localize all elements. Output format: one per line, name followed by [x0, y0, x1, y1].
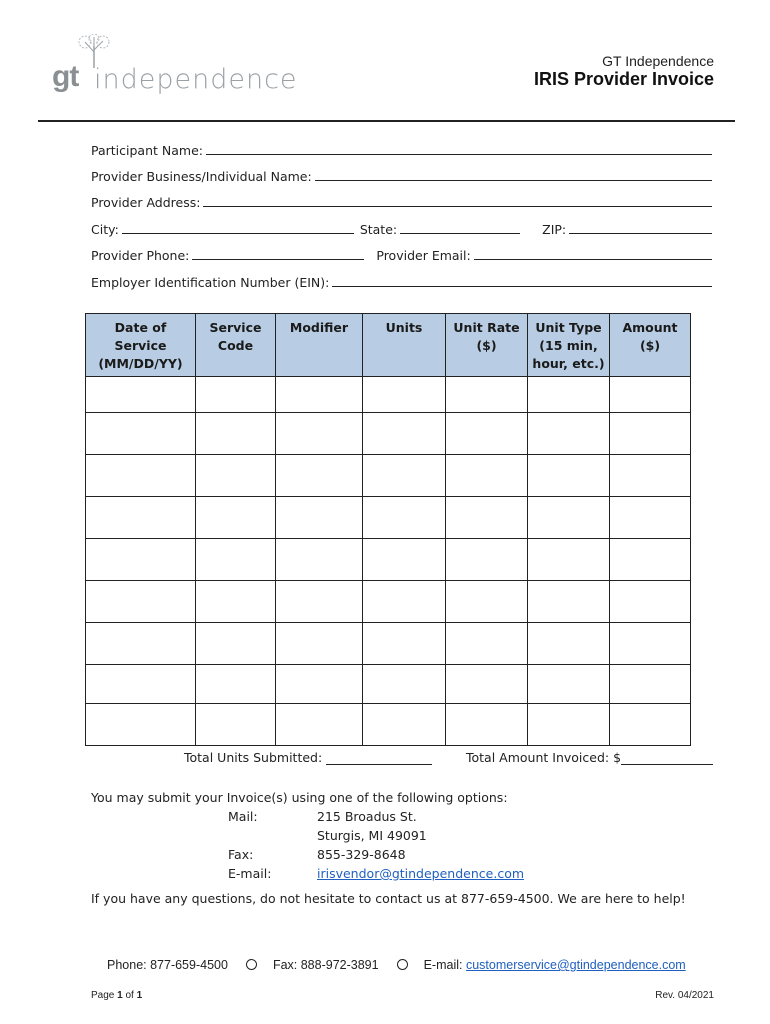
mail-address-line1: 215 Broadus St. [317, 809, 417, 824]
questions-note: If you have any questions, do not hesitate to contact us at 877-659-4500. We are here to help! [91, 891, 686, 906]
table-cell[interactable] [528, 413, 610, 455]
table-cell[interactable] [276, 539, 363, 581]
tree-icon [74, 34, 114, 68]
table-cell[interactable] [276, 623, 363, 665]
city-label: City: [91, 222, 119, 237]
table-cell[interactable] [86, 665, 196, 704]
table-cell[interactable] [610, 413, 691, 455]
table-cell[interactable] [446, 581, 528, 623]
total-units-input[interactable] [326, 750, 432, 765]
table-cell[interactable] [610, 665, 691, 704]
table-cell[interactable] [528, 623, 610, 665]
table-row [86, 704, 691, 746]
provider-email-input[interactable] [474, 245, 712, 260]
table-row [86, 377, 691, 413]
table-cell[interactable] [363, 413, 446, 455]
table-cell[interactable] [610, 539, 691, 581]
table-row [86, 497, 691, 539]
table-cell[interactable] [86, 413, 196, 455]
submit-intro: You may submit your Invoice(s) using one of the following options: [91, 790, 508, 805]
phone-email-row [91, 243, 712, 263]
footer-contact [107, 958, 686, 972]
circle-separator-icon [397, 959, 408, 970]
page-prefix: Page [91, 990, 115, 1001]
table-cell[interactable] [446, 665, 528, 704]
table-cell[interactable] [610, 377, 691, 413]
page-total: 1 [136, 990, 143, 1001]
table-cell[interactable] [528, 455, 610, 497]
table-cell[interactable] [446, 497, 528, 539]
circle-separator-icon [246, 959, 257, 970]
table-cell[interactable] [610, 704, 691, 746]
ein-input[interactable] [332, 272, 712, 287]
table-row [86, 455, 691, 497]
column-header-modifier: Modifier [276, 314, 363, 377]
table-cell[interactable] [196, 665, 276, 704]
ein-label: Employer Identification Number (EIN): [91, 275, 330, 290]
table-cell[interactable] [363, 377, 446, 413]
page-of: of [125, 990, 134, 1001]
table-cell[interactable] [528, 497, 610, 539]
page-number [91, 990, 142, 1001]
table-cell[interactable] [196, 581, 276, 623]
table-cell[interactable] [363, 455, 446, 497]
logo-gt: gt [52, 60, 79, 93]
table-cell[interactable] [528, 704, 610, 746]
zip-input[interactable] [569, 219, 712, 234]
table-cell[interactable] [610, 581, 691, 623]
table-cell[interactable] [196, 497, 276, 539]
table-row [86, 665, 691, 704]
table-row [86, 413, 691, 455]
vendor-email-link[interactable]: irisvendor@gtindependence.com [317, 866, 525, 881]
total-units-field [184, 750, 432, 765]
column-header-amount: Amount ($) [610, 314, 691, 377]
table-cell[interactable] [196, 455, 276, 497]
table-cell[interactable] [86, 704, 196, 746]
organization-name: GT Independence [602, 53, 714, 69]
total-amount-label: Total Amount Invoiced: $ [466, 750, 622, 765]
fax-label: Fax: [228, 847, 254, 862]
table-cell[interactable] [196, 623, 276, 665]
table-cell[interactable] [528, 377, 610, 413]
table-row [86, 539, 691, 581]
table-cell[interactable] [276, 497, 363, 539]
table-cell[interactable] [446, 704, 528, 746]
city-input[interactable] [122, 219, 354, 234]
footer-email-label: E-mail: [423, 958, 463, 972]
table-cell[interactable] [276, 704, 363, 746]
table-cell[interactable] [610, 497, 691, 539]
revision-date: Rev. 04/2021 [655, 990, 714, 1001]
footer-phone: Phone: 877-659-4500 [107, 958, 228, 972]
provider-address-input[interactable] [203, 192, 712, 207]
email-label: E-mail: [228, 866, 272, 881]
total-amount-input[interactable] [621, 750, 713, 765]
table-cell[interactable] [446, 413, 528, 455]
table-cell[interactable] [276, 413, 363, 455]
table-cell[interactable] [446, 539, 528, 581]
table-cell[interactable] [196, 704, 276, 746]
state-input[interactable] [400, 219, 520, 234]
table-cell[interactable] [528, 665, 610, 704]
provider-business-input[interactable] [315, 166, 712, 181]
table-cell[interactable] [86, 377, 196, 413]
total-units-label: Total Units Submitted: [184, 750, 323, 765]
invoice-table [85, 313, 691, 746]
participant-name-label: Participant Name: [91, 143, 203, 158]
table-cell[interactable] [276, 665, 363, 704]
table-cell[interactable] [196, 539, 276, 581]
provider-phone-input[interactable] [192, 245, 364, 260]
table-cell[interactable] [610, 623, 691, 665]
logo-wordmark: independence [94, 64, 298, 95]
table-cell[interactable] [446, 623, 528, 665]
provider-address-label: Provider Address: [91, 195, 201, 210]
ein-field [91, 270, 712, 290]
table-cell[interactable] [363, 581, 446, 623]
mail-label: Mail: [228, 809, 258, 824]
table-cell[interactable] [610, 455, 691, 497]
provider-email-label: Provider Email: [376, 248, 471, 263]
page-current: 1 [117, 990, 123, 1001]
table-cell[interactable] [86, 539, 196, 581]
footer-email-link[interactable]: customerservice@gtindependence.com [465, 958, 686, 972]
table-cell[interactable] [528, 581, 610, 623]
table-header-row [86, 314, 691, 377]
table-cell[interactable] [446, 377, 528, 413]
table-cell[interactable] [86, 455, 196, 497]
table-cell[interactable] [363, 704, 446, 746]
column-header-date-of-service: Date of Service (MM/DD/YY) [86, 314, 196, 377]
table-row [86, 623, 691, 665]
provider-business-field [91, 164, 712, 184]
table-cell[interactable] [196, 377, 276, 413]
column-header-unit-rate: Unit Rate ($) [446, 314, 528, 377]
gt-independence-logo [52, 34, 298, 104]
table-cell[interactable] [363, 497, 446, 539]
column-header-unit-type: Unit Type (15 min, hour, etc.) [528, 314, 610, 377]
table-cell[interactable] [86, 581, 196, 623]
fax-number: 855-329-8648 [317, 847, 406, 862]
table-cell[interactable] [363, 665, 446, 704]
provider-phone-label: Provider Phone: [91, 248, 190, 263]
mail-address-line2: Sturgis, MI 49091 [317, 828, 427, 843]
table-cell[interactable] [528, 539, 610, 581]
table-cell[interactable] [86, 623, 196, 665]
table-cell[interactable] [276, 581, 363, 623]
table-row [86, 581, 691, 623]
header-divider [38, 120, 735, 122]
table-cell[interactable] [363, 623, 446, 665]
column-header-service-code: Service Code [196, 314, 276, 377]
table-cell[interactable] [363, 539, 446, 581]
footer-fax: Fax: 888-972-3891 [272, 958, 379, 972]
city-state-zip-row [91, 217, 712, 237]
provider-address-field [91, 190, 712, 210]
table-cell[interactable] [276, 377, 363, 413]
table-cell[interactable] [86, 497, 196, 539]
table-cell[interactable] [276, 455, 363, 497]
total-amount-field [466, 750, 713, 765]
participant-name-field [91, 138, 712, 158]
table-cell[interactable] [196, 413, 276, 455]
table-cell[interactable] [446, 455, 528, 497]
zip-label: ZIP: [542, 222, 567, 237]
participant-name-input[interactable] [206, 140, 712, 155]
state-label: State: [359, 222, 398, 237]
provider-business-label: Provider Business/Individual Name: [91, 169, 312, 184]
column-header-units: Units [363, 314, 446, 377]
page-title: IRIS Provider Invoice [533, 69, 714, 89]
